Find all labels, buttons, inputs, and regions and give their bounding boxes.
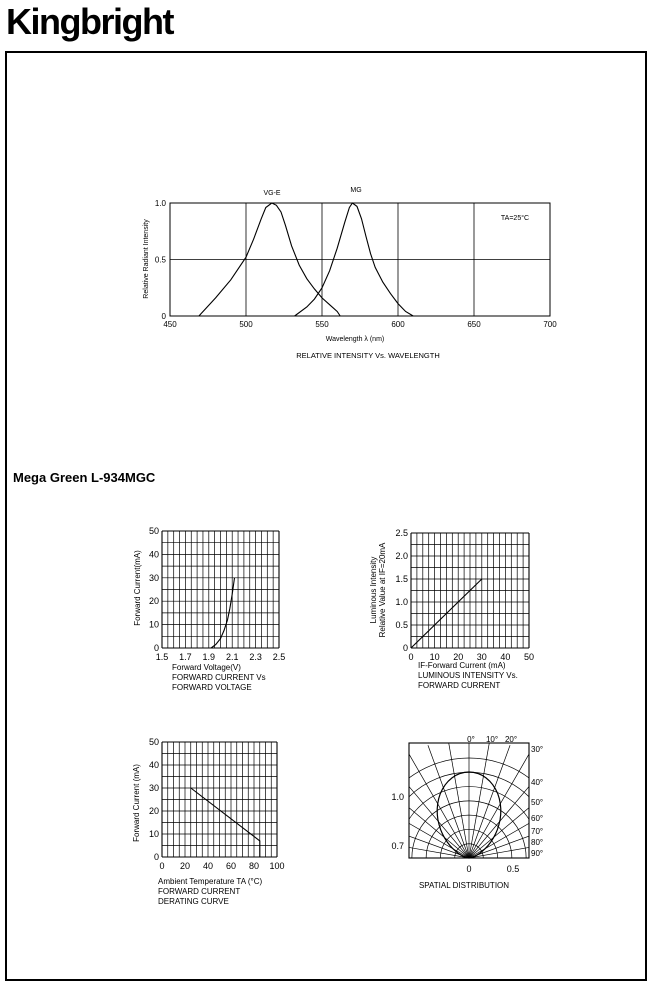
spatial-angle-label: 50° [531, 798, 544, 807]
spatial-angle-label: 40° [531, 778, 544, 787]
spectrum-x-tick: 650 [467, 320, 481, 329]
derating-x-ticks [159, 861, 284, 871]
iv-y-tick: 10 [148, 619, 159, 630]
spatial-radial-label: 1.0 [391, 792, 404, 802]
derating-y-ticks [149, 737, 159, 862]
spectrum-y-label: Relative Radiant Intensity [143, 219, 150, 299]
spectrum-series-label-mg: MG [350, 187, 362, 194]
spectrum-annotation: TA=25°C [500, 215, 530, 222]
spatial-angle-label: 20° [504, 735, 518, 744]
lumi-title-line2: FORWARD CURRENT [418, 681, 501, 690]
lumi-x-tick: 50 [523, 652, 535, 662]
lumi-x-tick: 20 [453, 652, 464, 662]
derating-x-label: Ambient Temperature TA (°C) [158, 877, 263, 886]
derating-title-line2: DERATING CURVE [158, 897, 229, 906]
lumi-x-tick: 40 [500, 652, 511, 662]
lumi-title-line1: LUMINOUS INTENSITY Vs. [418, 671, 518, 680]
iv-chart [133, 526, 285, 692]
lumi-y-label-line2: Relative Value at IF=20mA [378, 542, 387, 638]
lumi-y-tick: 0 [402, 643, 408, 653]
derating-y-tick: 20 [148, 806, 159, 816]
spatial-angle-label: 90° [531, 849, 544, 858]
lumi-y-tick: 0.5 [395, 620, 408, 630]
iv-title-line1: FORWARD CURRENT Vs [172, 673, 266, 682]
spatial-angle-label: 70° [531, 827, 544, 836]
derating-x-tick: 100 [269, 861, 285, 871]
derating-x-tick: 20 [179, 861, 191, 871]
lumi-y-tick: 1.5 [395, 574, 408, 584]
iv-x-label: Forward Voltage(V) [172, 663, 241, 672]
lumi-x-tick: 0 [408, 652, 414, 662]
derating-y-tick: 40 [148, 760, 159, 770]
iv-y-tick: 50 [148, 526, 159, 536]
iv-x-tick: 1.7 [179, 652, 192, 662]
iv-y-tick: 0 [153, 643, 159, 653]
lumi-x-label: IF-Forward Current (mA) [418, 661, 506, 670]
spatial-radial-label: 0.7 [391, 841, 404, 851]
iv-y-tick: 40 [148, 549, 159, 560]
brand-logo: Kingbright [6, 1, 173, 42]
spectrum-grid [170, 203, 550, 316]
lumi-y-tick: 2.0 [395, 551, 408, 561]
spatial-angle-label: 0° [467, 735, 475, 744]
derating-y-tick: 0 [153, 852, 159, 862]
iv-x-tick: 2.1 [225, 652, 239, 662]
derating-x-tick: 80 [248, 861, 260, 871]
lumi-y-label-line1: Luminous Intensity [369, 556, 378, 624]
iv-x-tick: 1.9 [202, 652, 216, 662]
spatial-chart [349, 735, 589, 958]
spectrum-x-tick: 700 [543, 320, 557, 329]
lumi-y-ticks [395, 528, 408, 653]
spatial-angle-label: 10° [485, 735, 499, 744]
spectrum-title: RELATIVE INTENSITY Vs. WAVELENGTH [296, 351, 440, 360]
iv-y-label: Forward Current(mA) [133, 550, 142, 626]
spectrum-chart [143, 187, 557, 360]
derating-title-line1: FORWARD CURRENT [158, 887, 241, 896]
spectrum-x-ticks [163, 320, 557, 329]
derating-y-tick: 10 [148, 829, 159, 839]
iv-title-line2: FORWARD VOLTAGE [172, 683, 252, 692]
derating-x-tick: 0 [159, 861, 165, 871]
spectrum-x-label: Wavelength λ (nm) [325, 336, 385, 343]
spatial-angle-label: 60° [531, 814, 544, 823]
spatial-title: SPATIAL DISTRIBUTION [418, 881, 510, 890]
iv-grid [162, 531, 279, 648]
iv-y-tick: 30 [148, 572, 159, 583]
spatial-grid-lines [349, 738, 589, 958]
lumi-x-tick: 10 [429, 652, 440, 662]
spatial-x-tick: 0 [466, 864, 472, 874]
iv-x-tick: 2.3 [249, 652, 262, 662]
derating-y-tick: 50 [148, 737, 159, 747]
derating-y-tick: 30 [148, 783, 159, 793]
spectrum-x-tick: 450 [163, 320, 177, 329]
iv-y-tick: 20 [148, 596, 159, 607]
spectrum-series-label-vge: VG-E [263, 190, 281, 197]
derating-grid [162, 742, 277, 857]
derating-x-tick: 40 [202, 861, 214, 871]
lumi-y-tick: 1.0 [395, 597, 408, 607]
lumi-chart [369, 528, 534, 690]
spectrum-y-ticks [155, 199, 167, 321]
spatial-x-tick: 0.5 [506, 864, 520, 874]
spatial-angle-label: 30° [531, 745, 544, 754]
spectrum-x-tick: 500 [239, 320, 253, 329]
spatial-angle-label: 80° [531, 838, 544, 847]
spatial-grid [349, 738, 589, 958]
lumi-x-tick: 30 [476, 652, 487, 662]
iv-x-tick: 1.5 [155, 652, 169, 662]
spectrum-y-tick: 1.0 [154, 199, 166, 208]
iv-x-ticks [156, 652, 286, 662]
spectrum-y-tick: 0 [161, 312, 166, 321]
section-title: Mega Green L-934MGC [13, 470, 156, 485]
derating-x-tick: 60 [225, 861, 237, 871]
spectrum-x-tick: 600 [391, 320, 405, 329]
derating-y-label: Forward Current (mA) [132, 764, 141, 842]
iv-x-tick: 2.5 [272, 652, 286, 662]
lumi-y-tick: 2.5 [395, 528, 408, 538]
derating-chart [132, 737, 285, 906]
iv-y-ticks [149, 526, 159, 653]
spectrum-x-tick: 550 [315, 320, 329, 329]
spectrum-y-tick: 0.5 [154, 255, 166, 265]
